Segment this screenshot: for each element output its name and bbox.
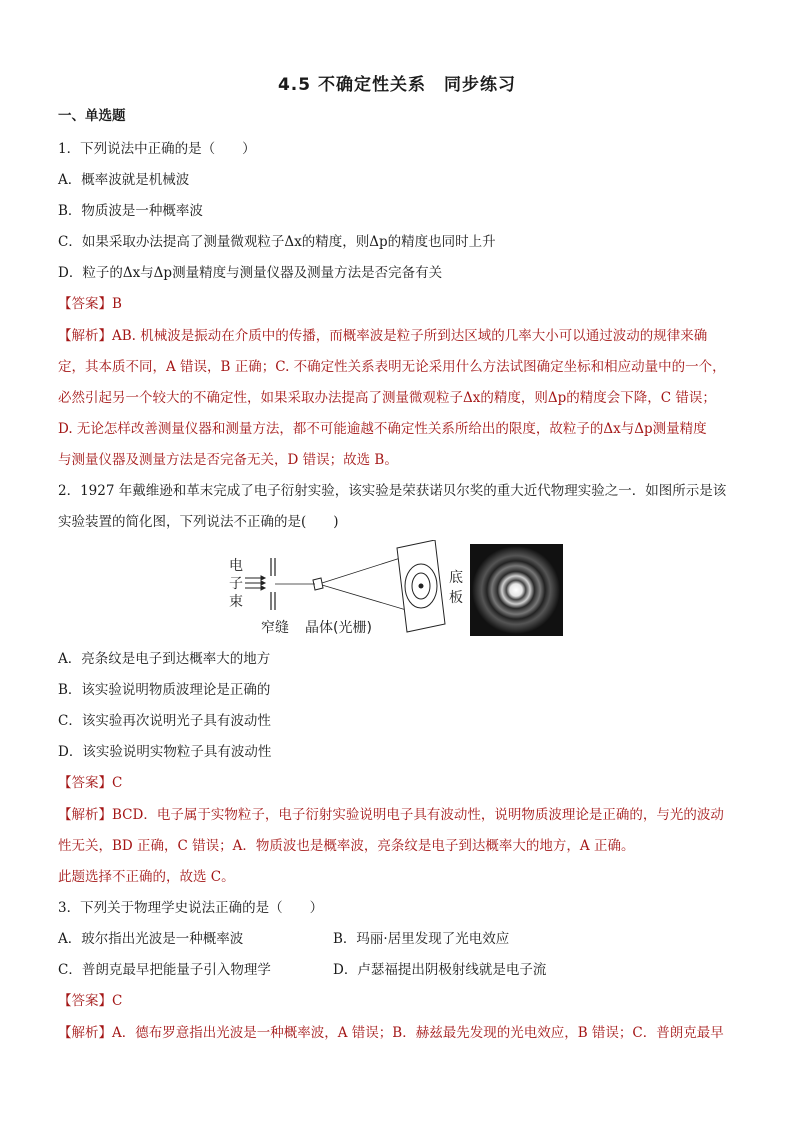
q3-option-d: D．卢瑟福提出阴极射线就是电子流 bbox=[333, 962, 547, 978]
q1-analysis-line: 必然引起另一个较大的不确定性，如果采取办法提高了测量微观粒子Δx的精度，则Δp的精度会下降，C 错误； bbox=[58, 390, 716, 406]
q1-analysis-line: 与测量仪器及测量方法是否完备无关，D 错误；故选 B。 bbox=[58, 452, 398, 468]
electron-diffraction-diagram bbox=[225, 540, 565, 640]
q1-option-d: D．粒子的Δx与Δp测量精度与测量仪器及测量方法是否完备有关 bbox=[58, 265, 443, 281]
beam-label: 子 bbox=[229, 576, 243, 592]
q3-stem: 3．下列关于物理学史说法正确的是（ ） bbox=[58, 900, 324, 916]
q2-answer: 【答案】C bbox=[58, 775, 123, 791]
crystal-label: 晶体(光栅) bbox=[305, 620, 372, 636]
q2-option-c: C．该实验再次说明光子具有波动性 bbox=[58, 713, 271, 729]
plate-label: 板 bbox=[449, 590, 463, 606]
q3-option-c: C．普朗克最早把能量子引入物理学 bbox=[58, 962, 271, 978]
page-title: 4.5 不确定性关系 同步练习 bbox=[277, 75, 517, 95]
q1-stem: 1．下列说法中正确的是（ ） bbox=[58, 141, 256, 157]
slit-label: 窄缝 bbox=[261, 620, 289, 636]
q3-option-a: A．玻尔指出光波是一种概率波 bbox=[58, 931, 244, 947]
beam-label: 电 bbox=[229, 558, 243, 574]
diffraction-apparatus-figure bbox=[225, 540, 565, 640]
q2-stem: 2．1927 年戴维逊和革末完成了电子衍射实验，该实验是荣获诺贝尔奖的重大近代物理实验之一．如图所示是该 bbox=[58, 483, 727, 499]
q1-option-b: B．物质波是一种概率波 bbox=[58, 203, 203, 219]
q3-option-b: B．玛丽·居里发现了光电效应 bbox=[333, 931, 510, 947]
q2-stem: 实验装置的简化图，下列说法不正确的是( ) bbox=[58, 514, 339, 530]
q3-answer: 【答案】C bbox=[58, 993, 123, 1009]
q2-option-d: D．该实验说明实物粒子具有波动性 bbox=[58, 744, 272, 760]
slit-shape bbox=[271, 558, 275, 610]
q1-analysis-line: 【解析】AB. 机械波是振动在介质中的传播，而概率波是粒子所到达区域的几率大小可以通过波动的规律来确 bbox=[58, 328, 708, 344]
q2-analysis-line: 性无关，BD 正确，C 错误；A．物质波也是概率波，亮条纹是电子到达概率大的地方，A 正确。 bbox=[58, 838, 635, 854]
q2-option-a: A．亮条纹是电子到达概率大的地方 bbox=[58, 651, 271, 667]
q2-analysis-line: 【解析】BCD．电子属于实物粒子，电子衍射实验说明电子具有波动性，说明物质波理论是正确的，与光的波动 bbox=[58, 807, 724, 823]
q2-analysis-line: 此题选择不正确的，故选 C。 bbox=[58, 869, 235, 885]
q1-analysis-line: 定，其本质不同，A 错误，B 正确；C. 不确定性关系表明无论采用什么方法试图确定坐标和相应动量中的一个， bbox=[58, 359, 726, 375]
section-heading: 一、单选题 bbox=[58, 108, 126, 124]
plate-label: 底 bbox=[449, 570, 463, 586]
electron-beam-arrows bbox=[245, 576, 265, 590]
q3-analysis-line: 【解析】A．德布罗意指出光波是一种概率波，A 错误；B．赫兹最先发现的光电效应，B 错误；C．普朗克最早 bbox=[58, 1025, 724, 1041]
q1-analysis-line: D. 无论怎样改善测量仪器和测量方法，都不可能逾越不确定性关系所给出的限度，故粒子的Δx与Δp测量精度 bbox=[58, 421, 707, 437]
q1-option-a: A．概率波就是机械波 bbox=[58, 172, 190, 188]
beam-label: 束 bbox=[229, 594, 243, 610]
q2-option-b: B．该实验说明物质波理论是正确的 bbox=[58, 682, 271, 698]
q1-option-c: C．如果采取办法提高了测量微观粒子Δx的精度，则Δp的精度也同时上升 bbox=[58, 234, 496, 250]
q1-answer: 【答案】B bbox=[58, 296, 122, 312]
